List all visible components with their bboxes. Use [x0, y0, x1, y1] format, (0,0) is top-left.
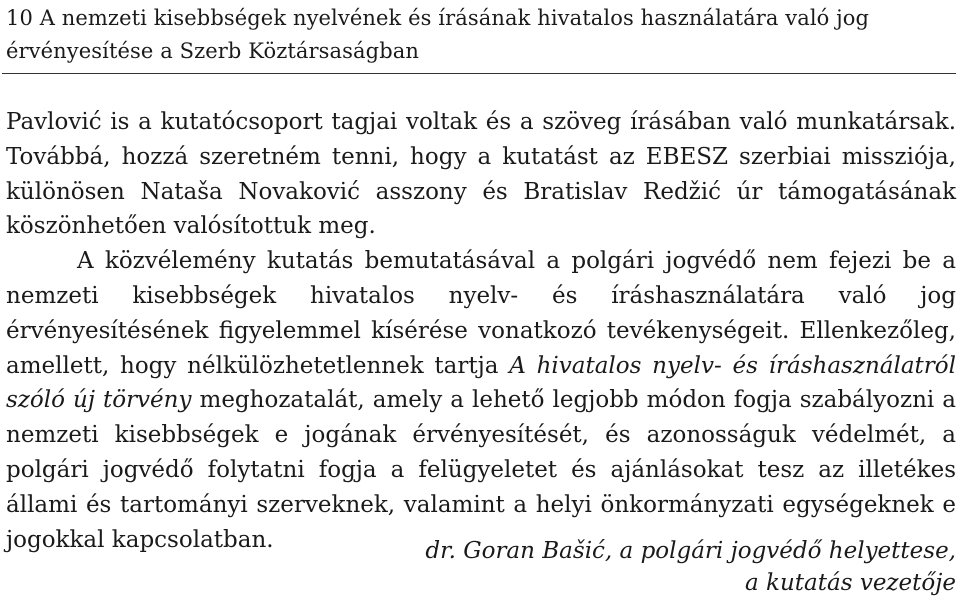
signature-line-2: a kutatás vezetője [745, 570, 956, 596]
header-line-1 [6, 2, 946, 35]
page-number: 10 [6, 6, 33, 30]
header-title-line-1: A nemzeti kisebbségek nyelvének és írásának hivatalos használatára való jog [39, 6, 870, 30]
paragraph-2 [6, 244, 956, 557]
signature-block [425, 535, 956, 599]
paragraph-2-part-1: A közvélemény kutatás bemutatásával a polgári jogvédő nem fejezi be a nemzeti kisebbségek hivatalos nyelv- és íráshasználatára való jog érvényesítésének figyelemmel kísérése vonatkozó tevékenységeit. Ellenkezőleg, amellett, hogy nélkülözhetetlennek tartja [6, 248, 956, 379]
paragraph-2-italic-law-title: A hivatalos nyelv- és íráshasználatról szóló új törvény [6, 352, 956, 414]
header-title-line-2: érvényesítése a Szerb Köztársaságban [6, 39, 419, 63]
signature-line-1: dr. Goran Bašić, a polgári jogvédő helyettese, [425, 538, 956, 564]
header-divider [2, 73, 956, 74]
paragraph-1: Pavlović is a kutatócsoport tagjai voltak és a szöveg írásában való munkatársak. Továbbá, hozzá szeretném tenni, hogy a kutatást az EBESZ szerbiai missziója, különösen Nataša Novaković asszony és Bratislav Redžić úr támogatásának köszönhetően valósítottuk meg. [6, 109, 956, 240]
running-header [6, 2, 946, 68]
body-text [6, 105, 956, 557]
paragraph-2-part-2: meghozatalát, amely a lehető legjobb módon fogja szabályozni a nemzeti kisebbségek e jogának érvényesítését, és azonosságuk védelmét, a polgári jogvédő folytatni fogja a felügyeletet és ajánlásokat tesz az illetékes állami és tartományi szerveknek, valamint a helyi önkormányzati egységeknek e jogokkal kapcsolatban. [6, 387, 956, 553]
